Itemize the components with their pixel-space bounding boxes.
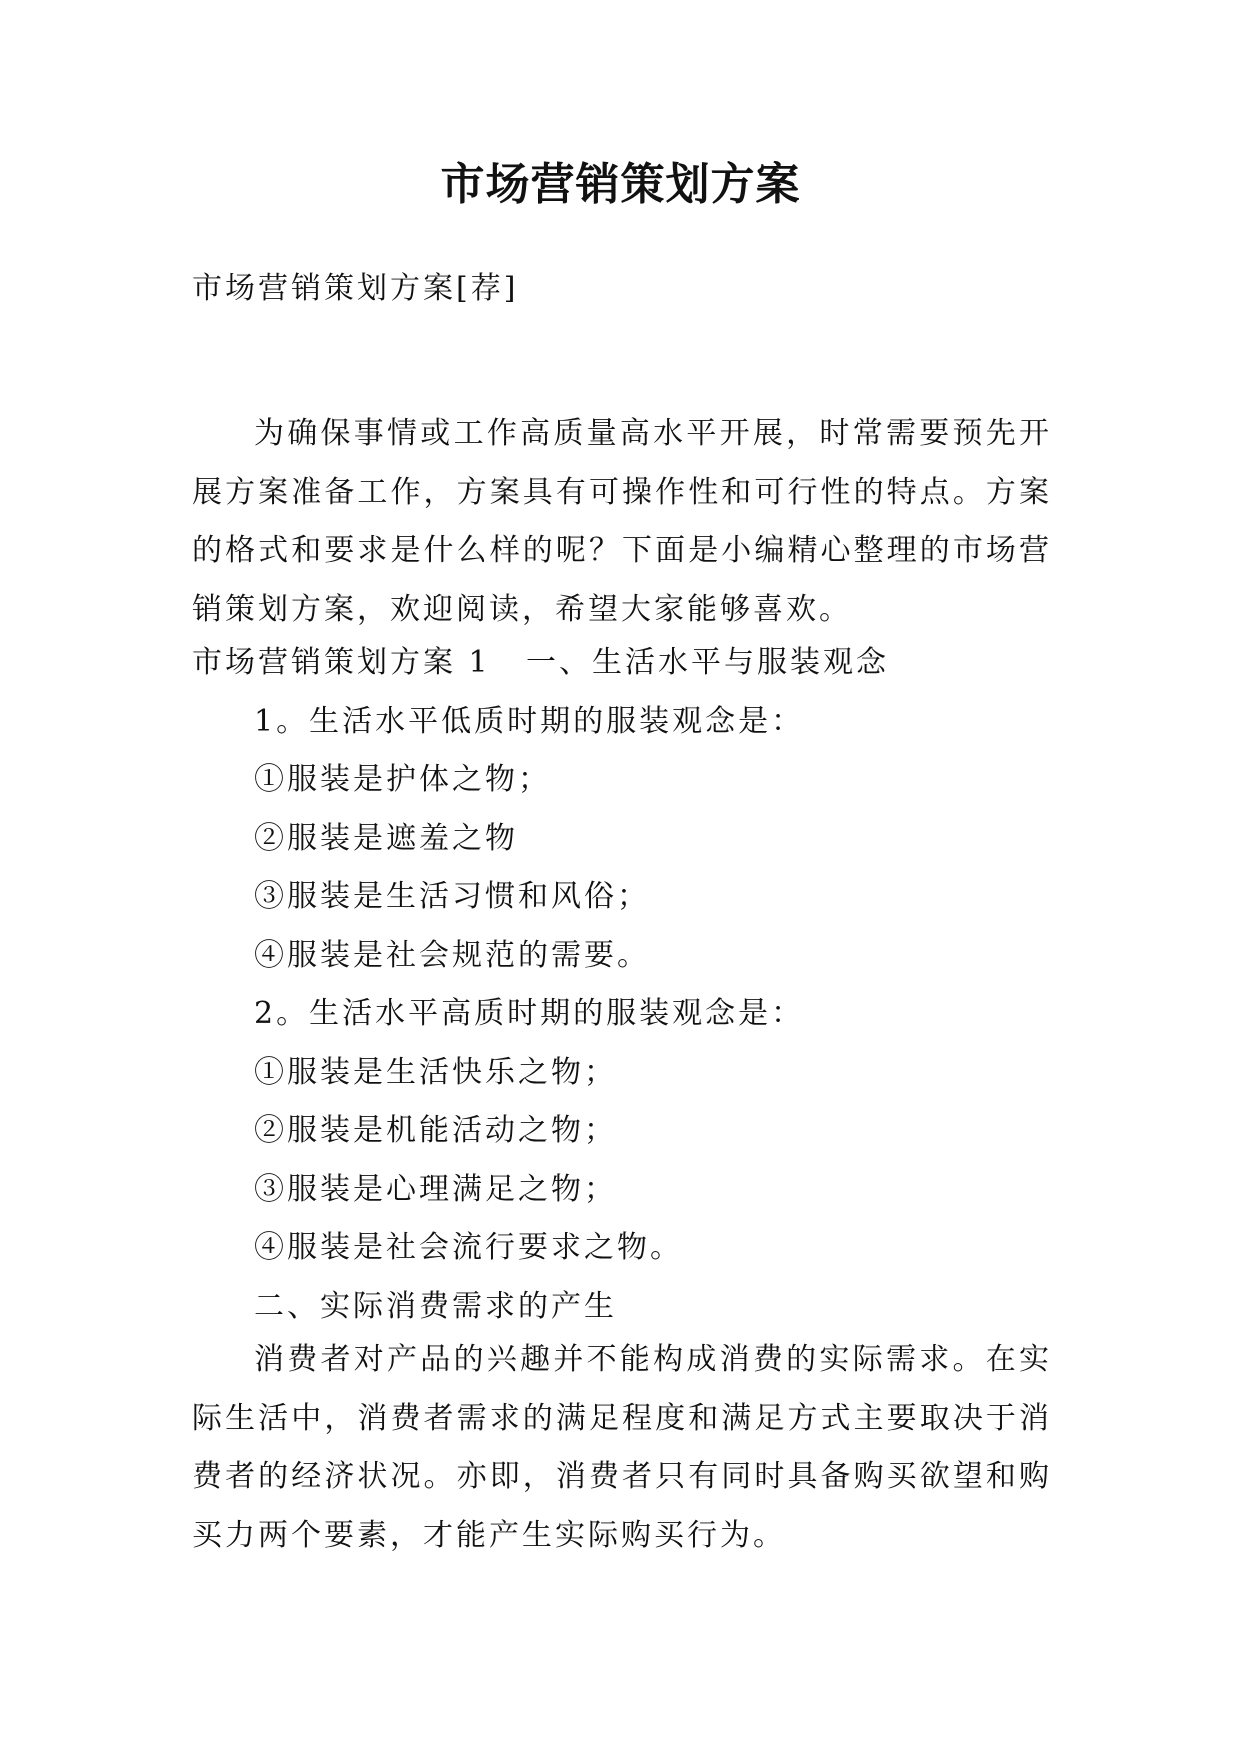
section-1-label: 市场营销策划方案 1: [192, 645, 491, 680]
list-item: ③服装是生活习惯和风俗；: [254, 879, 650, 914]
intro-paragraph: 为确保事情或工作高质量高水平开展，时常需要预先开展方案准备工作，方案具有可操作性和可行性的特点。方案的格式和要求是什么样的呢？下面是小编精心整理的市场营销策划方案，欢迎阅读，希望大家能够喜欢。: [192, 416, 1052, 627]
list-2-title: 2。生活水平高质时期的服装观念是：: [254, 996, 805, 1031]
list-item: ④服装是社会流行要求之物。: [254, 1230, 683, 1265]
list-item: ①服装是护体之物；: [254, 762, 551, 797]
list-item: ①服装是生活快乐之物；: [254, 1055, 617, 1090]
list-item: ④服装是社会规范的需要。: [254, 938, 650, 973]
document-title: 市场营销策划方案: [440, 159, 801, 210]
list-item: ②服装是机能活动之物；: [254, 1113, 617, 1148]
section-2-paragraph: 消费者对产品的兴趣并不能构成消费的实际需求。在实际生活中，消费者需求的满足程度和满足方式主要取决于消费者的经济状况。亦即，消费者只有同时具备购买欲望和购买力两个要素，才能产生实际购买行为。: [192, 1342, 1052, 1553]
section-1-line: [192, 643, 889, 683]
section-2-heading: 二、实际消费需求的产生: [254, 1289, 617, 1324]
list-item: ③服装是心理满足之物；: [254, 1172, 617, 1207]
list-item: ②服装是遮羞之物: [254, 821, 518, 856]
section-1-heading: 一、生活水平与服装观念: [526, 645, 889, 680]
document-subtitle: 市场营销策划方案[荐]: [192, 271, 519, 306]
list-1-title: 1。生活水平低质时期的服装观念是：: [254, 704, 805, 739]
